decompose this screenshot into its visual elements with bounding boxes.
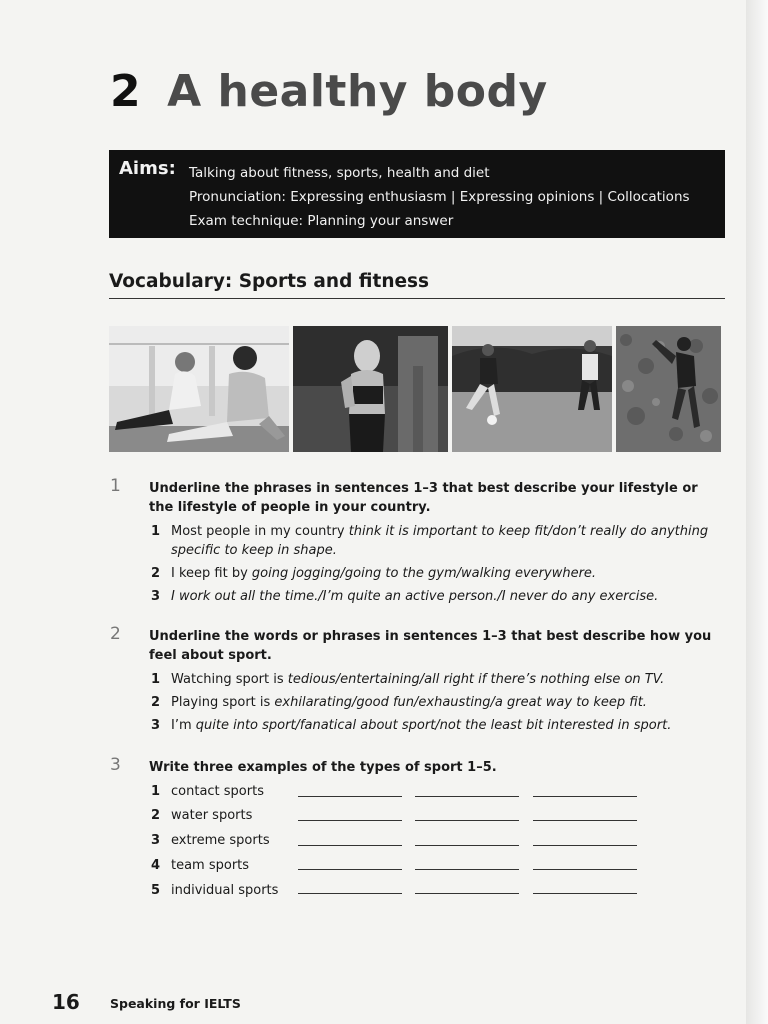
aims-list xyxy=(189,161,690,233)
answer-blank[interactable] xyxy=(298,820,402,821)
rock-climber-photo xyxy=(616,326,721,452)
sport-type-item xyxy=(151,881,711,900)
item-number: 4 xyxy=(151,858,161,873)
item-text: Watching sport is xyxy=(171,672,288,687)
exercise-number: 3 xyxy=(110,755,121,775)
exercise-instruction: Write three examples of the types of sport 1–5. xyxy=(149,760,497,775)
answer-blank[interactable] xyxy=(298,869,402,870)
aims-line: Talking about fitness, sports, health and diet xyxy=(189,165,490,181)
answer-blank[interactable] xyxy=(415,845,519,846)
exercise-item xyxy=(151,693,711,712)
answer-blank[interactable] xyxy=(533,869,637,870)
answer-blank[interactable] xyxy=(298,893,402,894)
chapter-title xyxy=(110,66,548,117)
section-heading: Vocabulary: Sports and fitness xyxy=(109,271,430,292)
sport-type-item xyxy=(151,782,711,801)
item-number: 3 xyxy=(151,833,161,848)
item-text: Most people in my country xyxy=(171,524,349,539)
answer-blank[interactable] xyxy=(298,796,402,797)
section-divider xyxy=(109,298,725,299)
item-options: exhilarating/good fun/exhausting/a great way to keep fit. xyxy=(274,695,647,710)
sport-type-item xyxy=(151,806,711,825)
chapter-name: A healthy body xyxy=(167,66,548,117)
exercise-item xyxy=(151,587,711,606)
exercise-item xyxy=(151,716,711,735)
exercise-item xyxy=(151,670,711,689)
exercise-instruction: Underline the words or phrases in sentences 1–3 that best describe how you feel about sport. xyxy=(149,629,712,663)
football-players-photo xyxy=(452,326,612,452)
item-text: I’m xyxy=(171,718,196,733)
item-number: 2 xyxy=(151,566,161,581)
aims-line: Exam technique: Planning your answer xyxy=(189,213,454,229)
answer-blank[interactable] xyxy=(298,845,402,846)
item-text: Playing sport is xyxy=(171,695,275,710)
item-options-continued: specific to keep in shape. xyxy=(171,543,337,558)
chapter-number: 2 xyxy=(110,66,142,117)
sport-type-label: individual sports xyxy=(171,883,279,898)
photo-strip xyxy=(109,326,721,452)
item-number: 5 xyxy=(151,883,161,898)
item-number: 2 xyxy=(151,808,161,823)
item-number: 3 xyxy=(151,718,161,733)
answer-blank[interactable] xyxy=(415,796,519,797)
item-number: 1 xyxy=(151,784,161,799)
book-title: Speaking for IELTS xyxy=(110,996,241,1011)
item-number: 3 xyxy=(151,589,161,604)
item-options: think it is important to keep fit/don’t really do anything xyxy=(348,524,709,539)
item-text: I keep fit by xyxy=(171,566,252,581)
stretching-women-photo xyxy=(109,326,289,452)
answer-blank[interactable] xyxy=(415,893,519,894)
aims-line: Pronunciation: Expressing enthusiasm | Expressing opinions | Collocations xyxy=(189,189,690,205)
item-options: quite into sport/fanatical about sport/not the least bit interested in sport. xyxy=(195,718,672,733)
item-options: I work out all the time./I’m quite an active person./I never do any exercise. xyxy=(171,589,659,604)
answer-blank[interactable] xyxy=(415,820,519,821)
jogging-woman-photo xyxy=(293,326,448,452)
answer-blank[interactable] xyxy=(415,869,519,870)
item-options: tedious/entertaining/all right if there’s nothing else on TV. xyxy=(287,672,665,687)
aims-box xyxy=(109,150,725,238)
sport-type-label: team sports xyxy=(171,858,250,873)
page-edge xyxy=(746,0,768,1024)
exercise-number: 1 xyxy=(110,476,121,496)
item-number: 2 xyxy=(151,695,161,710)
exercise-item xyxy=(151,564,711,583)
item-number: 1 xyxy=(151,524,161,539)
sport-type-label: extreme sports xyxy=(171,833,270,848)
item-options: going jogging/going to the gym/walking everywhere. xyxy=(251,566,597,581)
sport-type-item xyxy=(151,831,711,850)
exercise-item xyxy=(151,522,711,560)
sport-type-item xyxy=(151,856,711,875)
answer-blank[interactable] xyxy=(533,845,637,846)
item-number: 1 xyxy=(151,672,161,687)
page-number: 16 xyxy=(52,990,80,1014)
aims-label: Aims: xyxy=(119,158,176,179)
answer-blank[interactable] xyxy=(533,893,637,894)
answer-blank[interactable] xyxy=(533,820,637,821)
sport-type-label: contact sports xyxy=(171,784,264,799)
answer-blank[interactable] xyxy=(533,796,637,797)
sport-type-label: water sports xyxy=(171,808,253,823)
exercise-number: 2 xyxy=(110,624,121,644)
exercise-instruction: Underline the phrases in sentences 1–3 that best describe your lifestyle or the lifestyle of people in your country. xyxy=(149,481,698,515)
